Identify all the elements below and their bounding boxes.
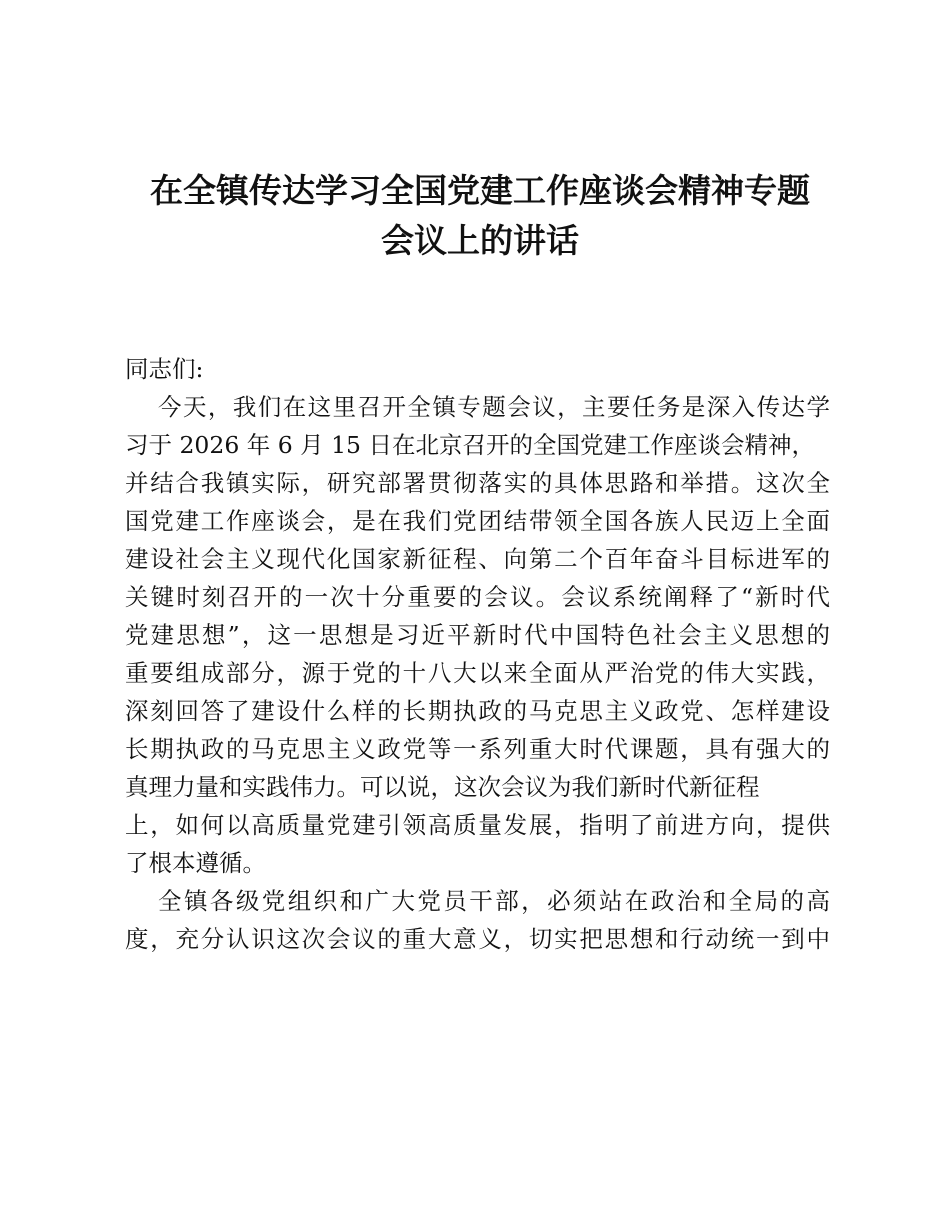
- salutation: 同志们:: [125, 355, 204, 383]
- paragraph-line: 今天，我们在这里召开全镇专题会议，主要任务是深入传达学: [158, 393, 830, 421]
- paragraph-line: 全镇各级党组织和广大党员干部，必须站在政治和全局的高: [158, 887, 830, 915]
- document-title: [120, 166, 840, 266]
- paragraph-1: [125, 388, 830, 882]
- paragraph-line: 关键时刻召开的一次十分重要的会议。会议系统阐释了“新时代: [125, 583, 830, 611]
- paragraph-line: 国党建工作座谈会，是在我们党团结带领全国各族人民迈上全面: [125, 507, 830, 535]
- paragraph-line: 党建思想”，这一思想是习近平新时代中国特色社会主义思想的: [125, 621, 830, 649]
- paragraph-line: 重要组成部分，源于党的十八大以来全面从严治党的伟大实践，: [125, 659, 830, 687]
- paragraph-line: 度，充分认识这次会议的重大意义，切实把思想和行动统一到中: [125, 925, 830, 953]
- document-body: [125, 350, 830, 958]
- paragraph-line: 上，如何以高质量党建引领高质量发展，指明了前进方向，提供: [125, 811, 830, 839]
- paragraph-line: 深刻回答了建设什么样的长期执政的马克思主义政党、怎样建设: [125, 697, 830, 725]
- paragraph-2: [125, 882, 830, 958]
- paragraph-line: 真理力量和实践伟力。可以说，这次会议为我们新时代新征程: [125, 773, 760, 801]
- title-line-1: 在全镇传达学习全国党建工作座谈会精神专题: [150, 171, 810, 210]
- paragraph-line: 了根本遵循。: [125, 849, 266, 877]
- paragraph-line: 长期执政的马克思主义政党等一系列重大时代课题，具有强大的: [125, 735, 830, 763]
- paragraph-line: 习于 2026 年 6 月 15 日在北京召开的全国党建工作座谈会精神，: [125, 431, 815, 459]
- title-line-2: 会议上的讲话: [381, 221, 579, 260]
- paragraph-line: 建设社会主义现代化国家新征程、向第二个百年奋斗目标进军的: [125, 545, 830, 573]
- paragraph-line: 并结合我镇实际，研究部署贯彻落实的具体思路和举措。这次全: [125, 469, 830, 497]
